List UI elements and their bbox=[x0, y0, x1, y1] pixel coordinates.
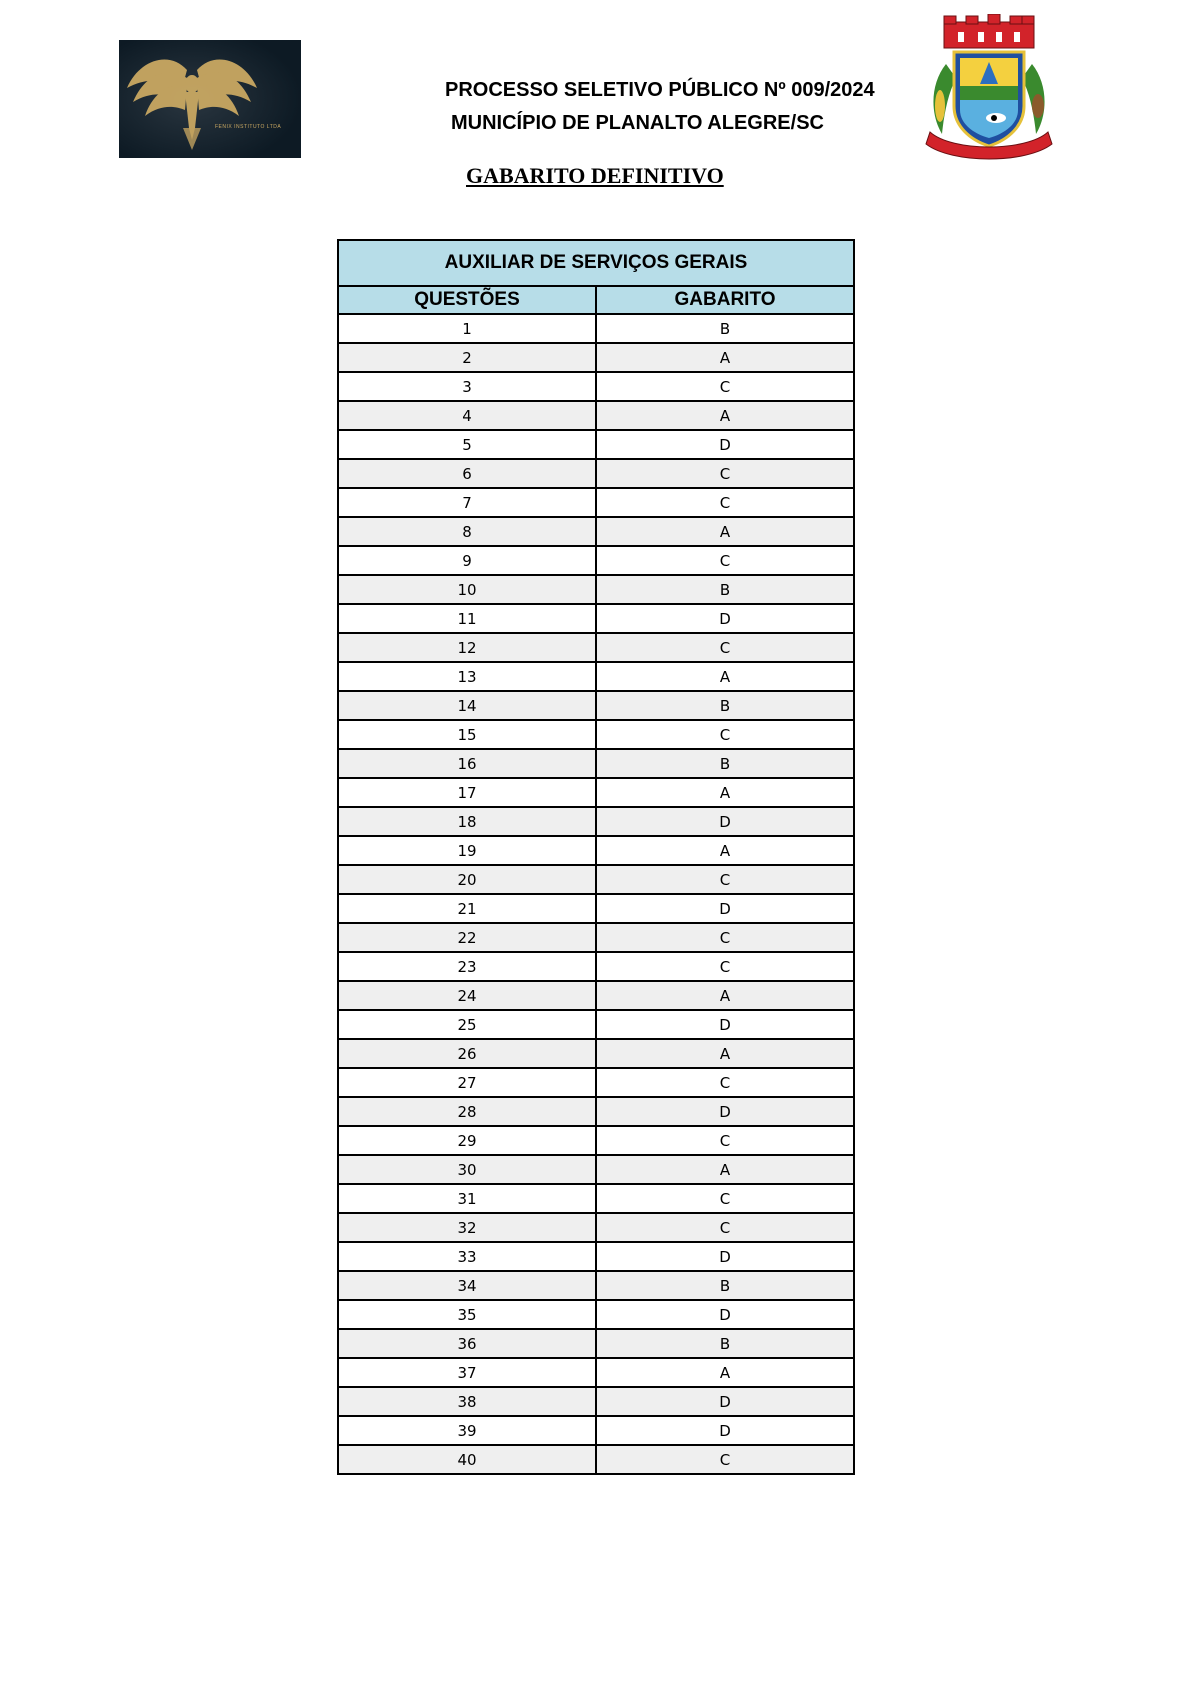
table-row bbox=[338, 1039, 854, 1068]
question-number: 37 bbox=[338, 1358, 596, 1387]
table-row bbox=[338, 488, 854, 517]
answer-key-table bbox=[337, 239, 855, 1475]
answer-letter: C bbox=[596, 372, 854, 401]
process-title: PROCESSO SELETIVO PÚBLICO Nº 009/2024 bbox=[445, 79, 875, 101]
answer-letter: D bbox=[596, 1300, 854, 1329]
question-number: 13 bbox=[338, 662, 596, 691]
question-number: 9 bbox=[338, 546, 596, 575]
answer-letter: B bbox=[596, 691, 854, 720]
answer-letter: B bbox=[596, 575, 854, 604]
question-number: 33 bbox=[338, 1242, 596, 1271]
question-number: 26 bbox=[338, 1039, 596, 1068]
answer-letter: C bbox=[596, 1126, 854, 1155]
answer-letter: B bbox=[596, 1271, 854, 1300]
answer-letter: B bbox=[596, 1329, 854, 1358]
table-row bbox=[338, 1242, 854, 1271]
answer-letter: C bbox=[596, 546, 854, 575]
answer-letter: A bbox=[596, 836, 854, 865]
table-row bbox=[338, 1068, 854, 1097]
answer-letter: A bbox=[596, 1039, 854, 1068]
table-row bbox=[338, 807, 854, 836]
table-row bbox=[338, 836, 854, 865]
table-row bbox=[338, 633, 854, 662]
fenix-instituto-logo bbox=[119, 40, 301, 158]
table-row bbox=[338, 923, 854, 952]
answer-letter: A bbox=[596, 1358, 854, 1387]
answer-letter: A bbox=[596, 778, 854, 807]
question-number: 1 bbox=[338, 314, 596, 343]
document-title: GABARITO DEFINITIVO bbox=[466, 163, 724, 188]
table-row bbox=[338, 459, 854, 488]
answer-letter: C bbox=[596, 1213, 854, 1242]
answer-letter: C bbox=[596, 633, 854, 662]
answer-letter: D bbox=[596, 1010, 854, 1039]
table-row bbox=[338, 894, 854, 923]
column-header-questions: QUESTÕES bbox=[338, 286, 596, 314]
table-row bbox=[338, 546, 854, 575]
table-row bbox=[338, 575, 854, 604]
table-row bbox=[338, 952, 854, 981]
answer-letter: C bbox=[596, 1184, 854, 1213]
question-number: 16 bbox=[338, 749, 596, 778]
question-number: 7 bbox=[338, 488, 596, 517]
answer-letter: C bbox=[596, 720, 854, 749]
question-number: 4 bbox=[338, 401, 596, 430]
table-row bbox=[338, 1097, 854, 1126]
answer-letter: A bbox=[596, 517, 854, 546]
question-number: 29 bbox=[338, 1126, 596, 1155]
phoenix-logo-icon bbox=[119, 40, 301, 158]
question-number: 17 bbox=[338, 778, 596, 807]
question-number: 15 bbox=[338, 720, 596, 749]
municipality-title: MUNICÍPIO DE PLANALTO ALEGRE/SC bbox=[451, 112, 824, 134]
table-row bbox=[338, 1329, 854, 1358]
question-number: 5 bbox=[338, 430, 596, 459]
answer-letter: A bbox=[596, 1155, 854, 1184]
table-row bbox=[338, 1010, 854, 1039]
table-row bbox=[338, 778, 854, 807]
answer-letter: D bbox=[596, 894, 854, 923]
answer-letter: D bbox=[596, 1416, 854, 1445]
answer-rows bbox=[338, 314, 854, 1474]
question-number: 38 bbox=[338, 1387, 596, 1416]
question-number: 12 bbox=[338, 633, 596, 662]
question-number: 31 bbox=[338, 1184, 596, 1213]
question-number: 11 bbox=[338, 604, 596, 633]
table-row bbox=[338, 865, 854, 894]
question-number: 28 bbox=[338, 1097, 596, 1126]
municipal-crest-icon bbox=[922, 14, 1056, 162]
question-number: 20 bbox=[338, 865, 596, 894]
answer-letter: C bbox=[596, 923, 854, 952]
table-row bbox=[338, 372, 854, 401]
table-row bbox=[338, 343, 854, 372]
answer-letter: D bbox=[596, 1097, 854, 1126]
table-row bbox=[338, 1358, 854, 1387]
table-row bbox=[338, 517, 854, 546]
table-row bbox=[338, 1126, 854, 1155]
question-number: 8 bbox=[338, 517, 596, 546]
question-number: 32 bbox=[338, 1213, 596, 1242]
question-number: 23 bbox=[338, 952, 596, 981]
question-number: 40 bbox=[338, 1445, 596, 1474]
answer-letter: B bbox=[596, 314, 854, 343]
answer-letter: D bbox=[596, 1242, 854, 1271]
question-number: 34 bbox=[338, 1271, 596, 1300]
question-number: 21 bbox=[338, 894, 596, 923]
table-row bbox=[338, 430, 854, 459]
question-number: 22 bbox=[338, 923, 596, 952]
answer-letter: C bbox=[596, 1068, 854, 1097]
table-title: AUXILIAR DE SERVIÇOS GERAIS bbox=[338, 240, 854, 286]
table-row bbox=[338, 1445, 854, 1474]
table-row bbox=[338, 691, 854, 720]
table-row bbox=[338, 1300, 854, 1329]
table-row bbox=[338, 314, 854, 343]
answer-letter: C bbox=[596, 1445, 854, 1474]
question-number: 14 bbox=[338, 691, 596, 720]
table-row bbox=[338, 1416, 854, 1445]
question-number: 3 bbox=[338, 372, 596, 401]
answer-letter: C bbox=[596, 865, 854, 894]
answer-letter: D bbox=[596, 604, 854, 633]
answer-letter: D bbox=[596, 807, 854, 836]
question-number: 30 bbox=[338, 1155, 596, 1184]
question-number: 35 bbox=[338, 1300, 596, 1329]
answer-letter: C bbox=[596, 952, 854, 981]
question-number: 2 bbox=[338, 343, 596, 372]
table-row bbox=[338, 1387, 854, 1416]
column-header-answer: GABARITO bbox=[596, 286, 854, 314]
table-row bbox=[338, 1155, 854, 1184]
table-row bbox=[338, 1271, 854, 1300]
answer-letter: B bbox=[596, 749, 854, 778]
answer-letter: C bbox=[596, 488, 854, 517]
answer-letter: A bbox=[596, 981, 854, 1010]
answer-letter: A bbox=[596, 662, 854, 691]
question-number: 10 bbox=[338, 575, 596, 604]
table-row bbox=[338, 662, 854, 691]
table-row bbox=[338, 981, 854, 1010]
table-row bbox=[338, 720, 854, 749]
table-row bbox=[338, 1184, 854, 1213]
question-number: 24 bbox=[338, 981, 596, 1010]
question-number: 36 bbox=[338, 1329, 596, 1358]
question-number: 18 bbox=[338, 807, 596, 836]
logo-text: FENIX INSTITUTO LTDA bbox=[215, 124, 282, 130]
table-row bbox=[338, 604, 854, 633]
table-row bbox=[338, 401, 854, 430]
question-number: 27 bbox=[338, 1068, 596, 1097]
question-number: 25 bbox=[338, 1010, 596, 1039]
answer-letter: D bbox=[596, 430, 854, 459]
table-row bbox=[338, 749, 854, 778]
table-row bbox=[338, 1213, 854, 1242]
municipal-crest bbox=[922, 14, 1056, 162]
answer-letter: D bbox=[596, 1387, 854, 1416]
question-number: 19 bbox=[338, 836, 596, 865]
question-number: 39 bbox=[338, 1416, 596, 1445]
answer-letter: C bbox=[596, 459, 854, 488]
answer-letter: A bbox=[596, 343, 854, 372]
answer-letter: A bbox=[596, 401, 854, 430]
question-number: 6 bbox=[338, 459, 596, 488]
